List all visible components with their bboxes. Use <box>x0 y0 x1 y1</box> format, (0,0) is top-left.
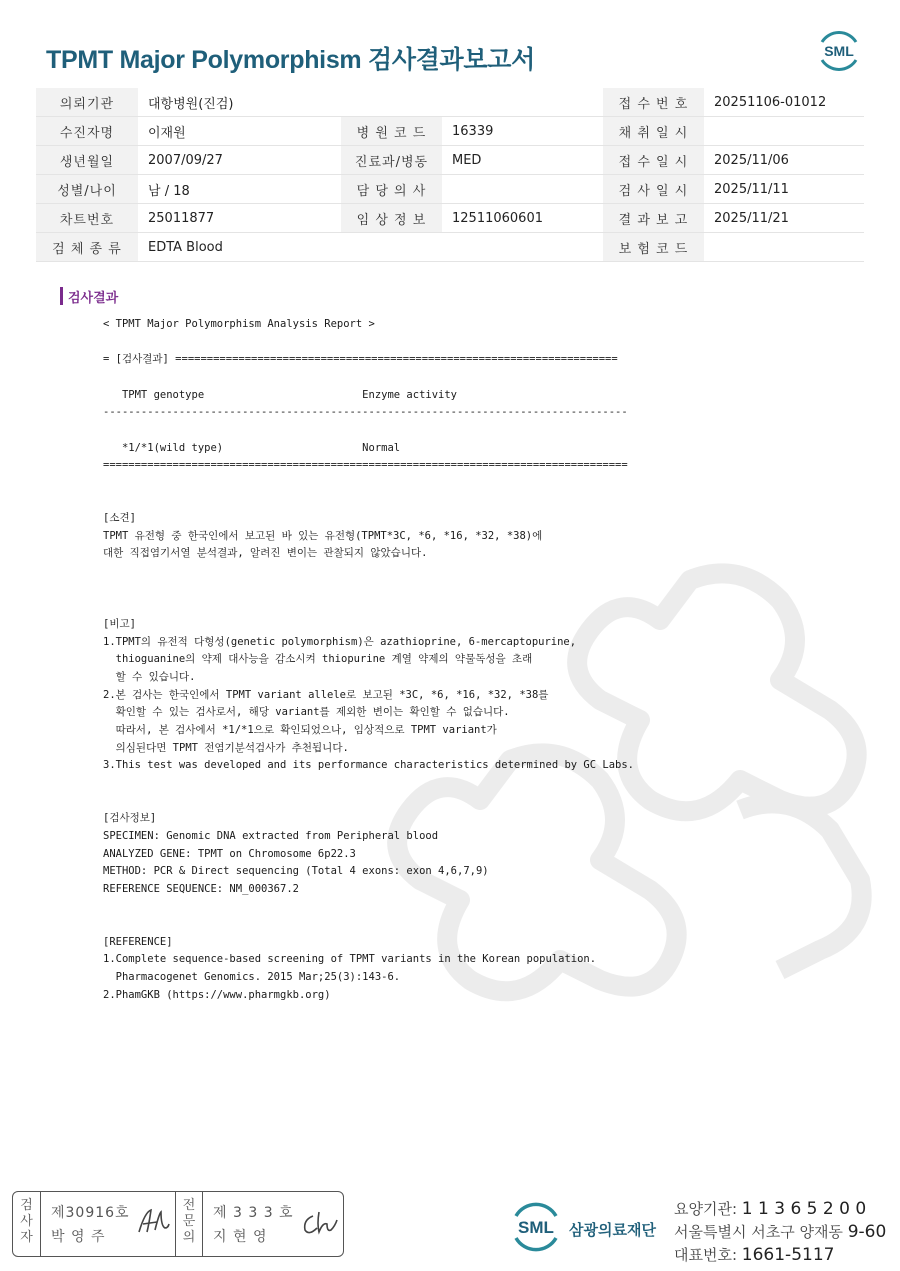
report-line: [비고] <box>103 618 136 631</box>
specialist-signature-icon <box>299 1208 339 1238</box>
report-line: 2.본 검사는 한국인에서 TPMT variant allele로 보고된 *3C, *6, *16, *32, *38를 <box>103 688 549 701</box>
info-value <box>442 88 603 117</box>
report-line: [소견] <box>103 512 136 525</box>
info-label: 임 상 정 보 <box>341 204 442 233</box>
info-row <box>36 175 864 204</box>
info-row <box>36 204 864 233</box>
report-line: 3.This test was developed and its performance characteristics determined by GC Labs. <box>103 759 635 772</box>
sml-logo-text: SML <box>824 43 854 59</box>
info-label: 담 당 의 사 <box>341 175 442 204</box>
report-line <box>103 581 634 599</box>
report-line: 할 수 있습니다. <box>103 671 196 683</box>
report-line <box>103 775 634 793</box>
info-label <box>341 233 442 262</box>
info-value <box>704 117 864 146</box>
report-line <box>103 899 634 917</box>
info-label: 접 수 번 호 <box>603 88 704 117</box>
info-label: 성별/나이 <box>36 175 138 204</box>
info-label: 차트번호 <box>36 204 138 233</box>
report-line: 의심된다면 TPMT 전염기분석검사가 추천됩니다. <box>103 741 349 754</box>
info-value <box>442 175 603 204</box>
examiner-signature-icon <box>135 1206 171 1238</box>
patient-info-table <box>36 88 864 262</box>
report-line <box>103 334 634 352</box>
info-label: 의뢰기관 <box>36 88 138 117</box>
report-line: ----------------------------------------------------------------------------------- <box>103 406 628 419</box>
info-label: 채 취 일 시 <box>603 117 704 146</box>
report-body <box>103 316 634 1004</box>
info-value <box>442 233 603 262</box>
report-line: [검사정보] <box>103 812 157 825</box>
sml-logo-icon <box>816 28 862 74</box>
info-label <box>341 88 442 117</box>
report-line: [REFERENCE] <box>103 935 173 948</box>
info-value <box>704 233 864 262</box>
info-label: 결 과 보 고 <box>603 204 704 233</box>
section-title: 검사결과 <box>68 291 119 306</box>
info-label: 병 원 코 드 <box>341 117 442 146</box>
examiner-license-no: 제30916호 <box>51 1205 130 1221</box>
report-line: Pharmacogenet Genomics. 2015 Mar;25(3):143-6. <box>103 971 401 984</box>
examiner-label: 검 사 자 <box>20 1198 33 1245</box>
report-line: TPMT 유전형 중 한국인에서 보고된 바 있는 유전형(TPMT*3C, *6, *16, *32, *38)에 <box>103 529 543 542</box>
report-line: ANALYZED GENE: TPMT on Chromosome 6p22.3 <box>103 847 356 860</box>
report-line: < TPMT Major Polymorphism Analysis Report > <box>103 318 375 330</box>
info-value: 2025/11/06 <box>704 146 864 175</box>
info-label: 진료과/병동 <box>341 146 442 175</box>
page-title: TPMT Major Polymorphism 검사결과보고서 <box>46 46 535 74</box>
report-line: 따라서, 본 검사에서 *1/*1으로 확인되었으나, 임상적으로 TPMT variant가 <box>103 723 497 736</box>
info-label: 접 수 일 시 <box>603 146 704 175</box>
report-line <box>103 475 634 493</box>
report-line: 1.TPMT의 유전적 다형성(genetic polymorphism)은 azathioprine, 6-mercaptopurine, <box>103 635 577 648</box>
report-line: *1/*1(wild type) Normal <box>103 441 401 454</box>
report-line: = [검사결과] ====================================================================== <box>103 353 618 366</box>
footer-logo-text: SML <box>518 1218 554 1237</box>
info-row <box>36 117 864 146</box>
info-value: 12511060601 <box>442 204 603 233</box>
footer-sml-logo-icon <box>510 1198 562 1256</box>
report-line <box>103 422 634 440</box>
info-value: 20251106-01012 <box>704 88 864 117</box>
report-line <box>103 793 634 811</box>
info-label: 보 험 코 드 <box>603 233 704 262</box>
report-line: 1.Complete sequence-based screening of TPMT variants in the Korean population. <box>103 953 597 966</box>
info-value: 남 / 18 <box>138 175 341 204</box>
info-value: 25011877 <box>138 204 341 233</box>
report-line: 대한 직접염기서열 분석결과, 알려진 변이는 관찰되지 않았습니다. <box>103 547 428 560</box>
report-line <box>103 493 634 511</box>
report-line: METHOD: PCR & Direct sequencing (Total 4 exons: exon 4,6,7,9) <box>103 865 489 878</box>
info-value: 16339 <box>442 117 603 146</box>
report-line: thioguanine의 약제 대사능을 감소시켜 thiopurine 계열 약제의 약물독성을 초래 <box>103 653 533 666</box>
specialist-license-no: 제 3 3 3 호 <box>213 1205 294 1221</box>
report-line: =================================================================================== <box>103 459 628 472</box>
report-line: TPMT genotype Enzyme activity <box>103 388 458 401</box>
footer-address: 서울특별시 서초구 양재동 9-60 <box>674 1222 887 1242</box>
footer-org-name: 삼광의료재단 <box>569 1221 656 1239</box>
report-line <box>103 916 634 934</box>
info-value: 2025/11/21 <box>704 204 864 233</box>
report-line: 확인할 수 있는 검사로서, 해당 variant를 제외한 변이는 확인할 수 없습니다. <box>103 706 510 719</box>
footer-institution-code: 요양기관: 1 1 3 6 5 2 0 0 <box>674 1199 867 1219</box>
specialist-label: 전 문 의 <box>182 1198 196 1245</box>
info-row <box>36 88 864 117</box>
info-value: EDTA Blood <box>138 233 341 262</box>
report-line: SPECIMEN: Genomic DNA extracted from Peripheral blood <box>103 829 439 842</box>
info-value: 2007/09/27 <box>138 146 341 175</box>
footer-phone: 대표번호: 1661-5117 <box>674 1245 835 1265</box>
report-line <box>103 598 634 616</box>
info-value: 대항병원(진검) <box>138 88 341 117</box>
report-line: 2.PhamGKB (https://www.pharmgkb.org) <box>103 988 331 1001</box>
info-label: 검 체 종 류 <box>36 233 138 262</box>
info-row <box>36 146 864 175</box>
info-row <box>36 233 864 262</box>
report-line <box>103 563 634 581</box>
report-line <box>103 369 634 387</box>
info-label: 수진자명 <box>36 117 138 146</box>
examiner-name: 박 영 주 <box>51 1229 106 1245</box>
info-value: MED <box>442 146 603 175</box>
info-label: 생년월일 <box>36 146 138 175</box>
info-label: 검 사 일 시 <box>603 175 704 204</box>
report-line: REFERENCE SEQUENCE: NM_000367.2 <box>103 882 299 895</box>
info-value: 2025/11/11 <box>704 175 864 204</box>
specialist-name: 지 현 영 <box>213 1229 268 1245</box>
info-value: 이재원 <box>138 117 341 146</box>
signature-box <box>12 1191 344 1257</box>
